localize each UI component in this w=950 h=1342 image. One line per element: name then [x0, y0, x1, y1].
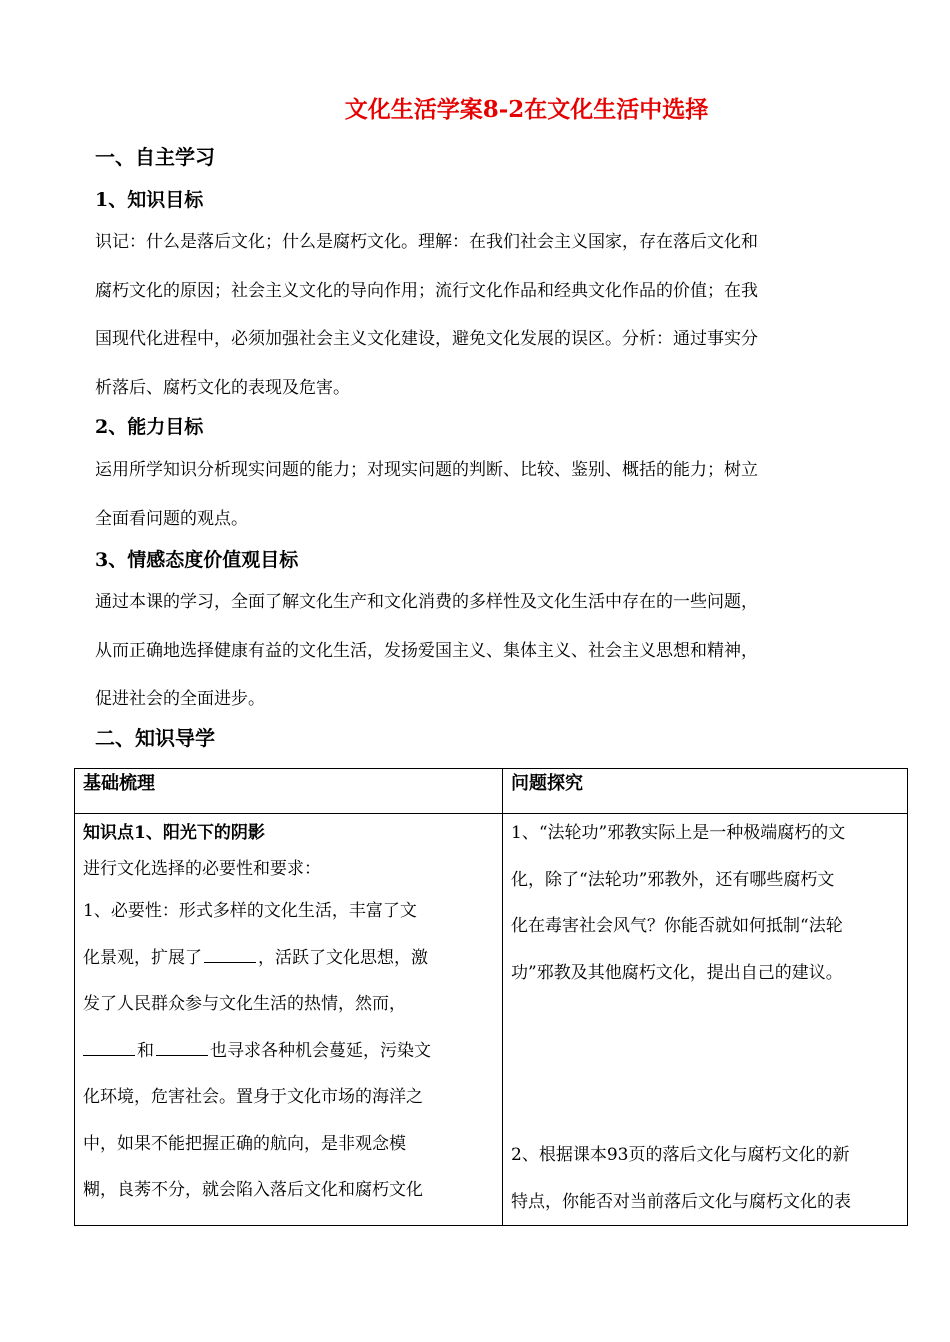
text-fragment: ，活跃了文化思想，激	[258, 947, 428, 968]
text-line: 发了人民群众参与文化生活的热情，然而，	[83, 994, 406, 1014]
section-heading-self-study: 一、自主学习	[95, 145, 215, 169]
table-row	[75, 814, 908, 1226]
guide-table	[74, 768, 908, 1226]
text-line: 化在毒害社会风气？你能否就如何抵制“法轮	[511, 916, 843, 936]
emotion-goal-text	[95, 578, 857, 724]
text-line: 2、根据课本93页的落后文化与腐朽文化的新	[511, 1145, 850, 1165]
text-fragment: 化景观，扩展了	[83, 947, 202, 968]
text-line: 全面看问题的观点。	[95, 508, 248, 529]
text-line: 化，除了“法轮功”邪教外，还有哪些腐朽文	[511, 869, 835, 890]
header-problem-inquiry: 问题探究	[503, 769, 908, 814]
heading-knowledge-goal: 1、知识目标	[95, 189, 204, 211]
heading-ability-goal: 2、能力目标	[95, 416, 204, 438]
text-line: 析落后、腐朽文化的表现及危害。	[95, 377, 350, 398]
fill-blank[interactable]	[204, 945, 256, 963]
ability-goal-text	[95, 446, 857, 543]
problem-inquiry-cell	[503, 814, 908, 1226]
basic-review-cell	[75, 814, 503, 1226]
text-line: 中，如果不能把握正确的航向，是非观念模	[83, 1133, 406, 1154]
knowledge-point-title: 知识点1、阳光下的阴影	[83, 823, 265, 843]
text-fragment: 也寻求各种机会蔓延，污染文	[210, 1040, 431, 1061]
text-line: 运用所学知识分析现实问题的能力；对现实问题的判断、比较、鉴别、概括的能力；树立	[95, 460, 758, 480]
text-line: 腐朽文化的原因；社会主义文化的导向作用；流行文化作品和经典文化作品的价值；在我	[95, 280, 758, 301]
section-heading-guided-study: 二、知识导学	[95, 726, 215, 750]
table-header-row	[75, 769, 908, 814]
text-line-with-blank	[83, 935, 494, 982]
text-line: 促进社会的全面进步。	[95, 689, 265, 709]
knowledge-goal-text	[95, 218, 857, 412]
heading-emotion-goal: 3、情感态度价值观目标	[95, 549, 299, 571]
text-line: 从而正确地选择健康有益的文化生活，发扬爱国主义、集体主义、社会主义思想和精神，	[95, 640, 758, 661]
text-line: 识记：什么是落后文化；什么是腐朽文化。理解：在我们社会主义国家，存在落后文化和	[95, 232, 758, 252]
text-line: 1、“法轮功”邪教实际上是一种极端腐朽的文	[511, 823, 846, 843]
fill-blank[interactable]	[156, 1038, 208, 1056]
text-line: 糊，良莠不分，就会陷入落后文化和腐朽文化	[83, 1180, 423, 1200]
question-2	[511, 1132, 899, 1225]
text-line: 通过本课的学习，全面了解文化生产和文化消费的多样性及文化生活中存在的一些问题，	[95, 592, 758, 612]
text-line: 进行文化选择的必要性和要求：	[83, 859, 321, 879]
fill-blank[interactable]	[83, 1038, 135, 1056]
text-line: 化环境，危害社会。置身于文化市场的海洋之	[83, 1087, 423, 1107]
text-line: 功”邪教及其他腐朽文化，提出自己的建议。	[511, 962, 843, 983]
text-line-with-blanks	[83, 1028, 494, 1075]
text-line: 国现代化进程中，必须加强社会主义文化建设，避免文化发展的误区。分析：通过事实分	[95, 329, 758, 349]
text-line: 1、必要性：形式多样的文化生活，丰富了文	[83, 901, 417, 921]
question-1	[511, 814, 899, 997]
text-line: 特点，你能否对当前落后文化与腐朽文化的表	[511, 1191, 851, 1212]
document-title: 文化生活学案8-2在文化生活中选择	[344, 96, 709, 123]
text-fragment: 和	[137, 1040, 154, 1061]
header-basic-review: 基础梳理	[75, 769, 503, 814]
